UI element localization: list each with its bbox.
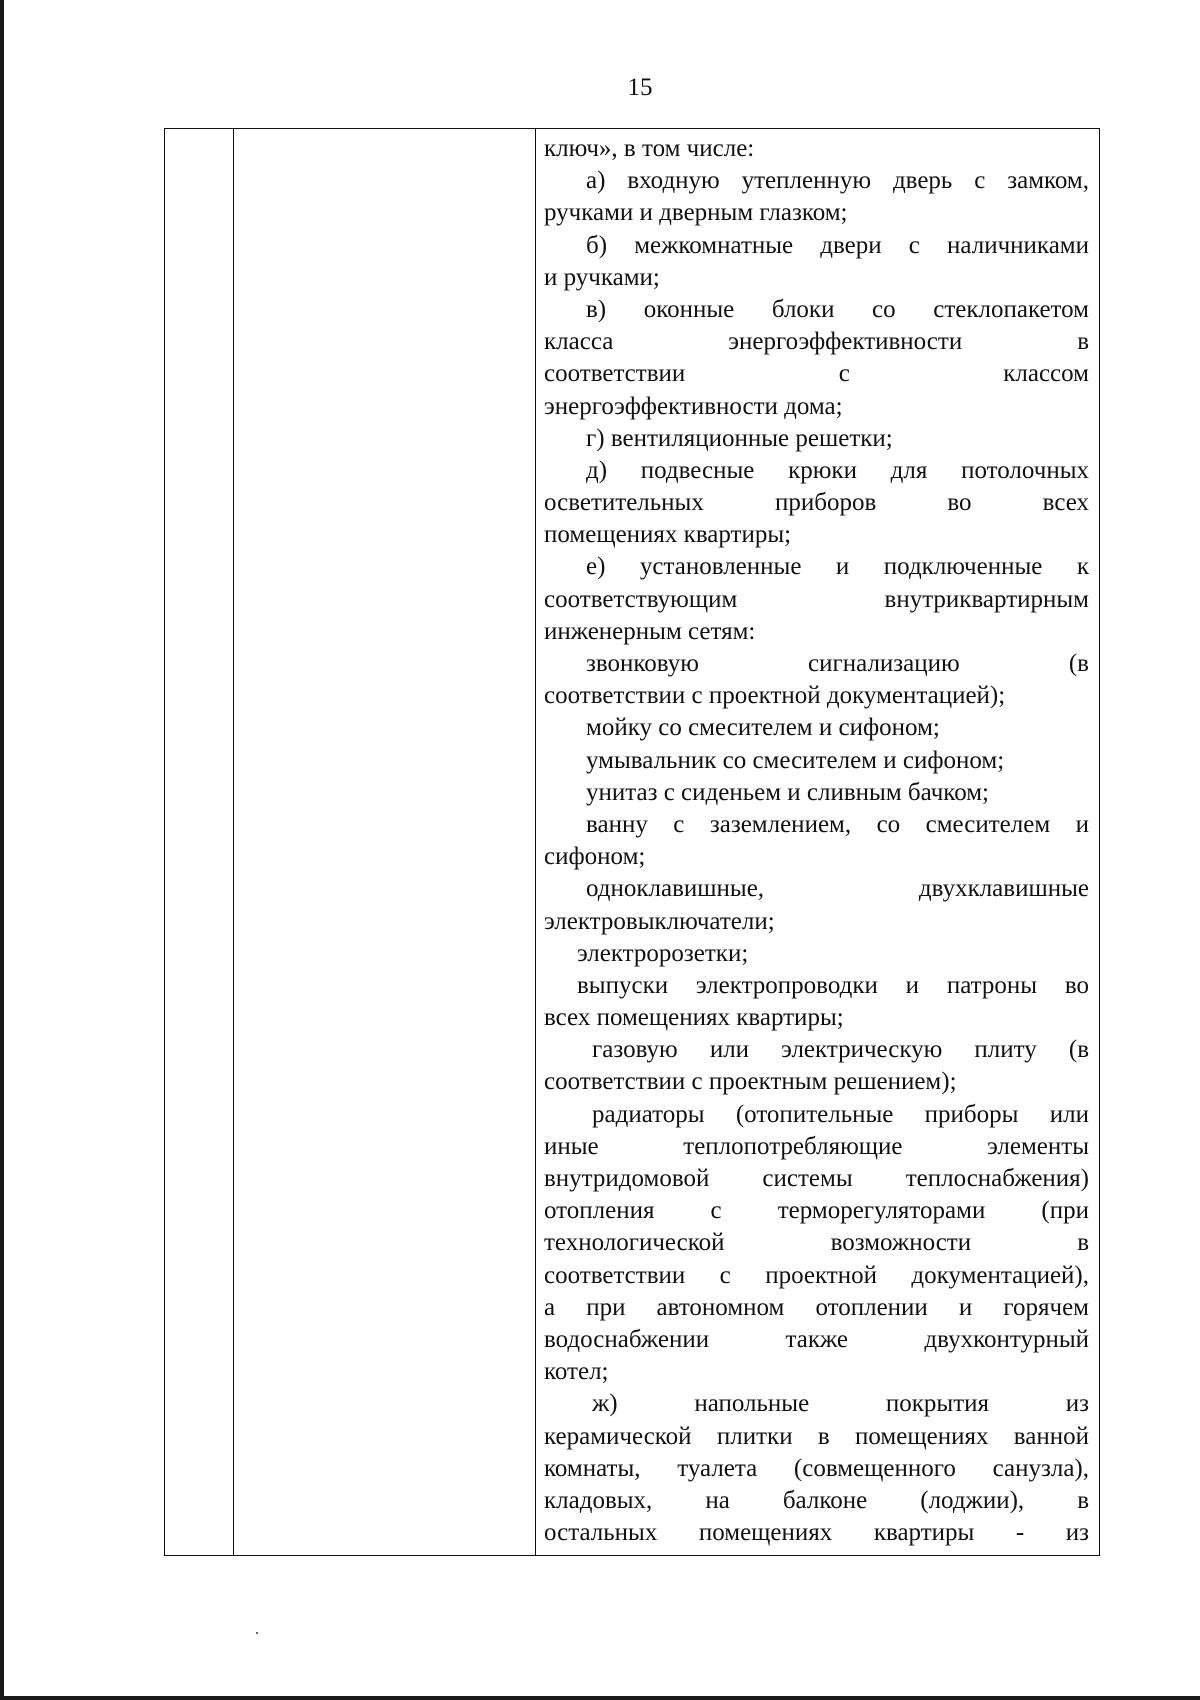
text-line: и ручками; [544,263,660,291]
text-line: кладовых, на балконе (лоджии), в [544,1486,1089,1514]
text-line: б) межкомнатные двери с наличниками [586,231,1089,259]
text-line: е) установленные и подключенные к [586,553,1089,581]
column-divider-1 [233,129,234,1555]
text-line: газовую или электрическую плиту (в [592,1036,1089,1064]
text-line: г) вентиляционные решетки; [586,424,893,452]
text-line: соответствии с проектной документацией); [544,682,1006,710]
text-line: осветительных приборов во всех [544,489,1089,517]
text-line: а) входную утепленную дверь с замком, [586,167,1089,195]
text-line: ж) напольные покрытия из [592,1390,1089,1418]
text-line: сифоном; [544,843,646,871]
text-line: ключ», в том числе: [544,135,755,162]
text-line: технологической возможности в [544,1229,1089,1257]
text-line: иные теплопотребляющие элементы [544,1132,1089,1160]
text-line: д) подвесные крюки для потолочных [586,456,1089,484]
text-line: ручками и дверным глазком; [544,199,848,227]
text-line: соответствии с проектной документацией), [544,1261,1089,1289]
text-line: внутридомовой системы теплоснабжения) [544,1165,1089,1192]
text-line: выпуски электропроводки и патроны во [577,971,1089,999]
text-line: а при автономном отоплении и горячем [544,1293,1089,1321]
text-line: умывальник со смесителем и сифоном; [586,746,1005,774]
text-line: электророзетки; [577,939,749,967]
document-table [164,128,1100,1556]
text-line: ванну с заземлением, со смесителем и [586,810,1089,838]
text-line: звонковую сигнализацию (в [586,650,1089,677]
text-line: остальных помещениях квартиры - из [544,1519,1089,1547]
text-line: унитаз с сиденьем и сливным бачком; [586,778,989,806]
scan-border-left [0,0,4,1700]
text-line: соответствии с классом [544,360,1089,388]
scan-speck [256,1632,258,1634]
text-line: котел; [544,1358,609,1386]
text-line: инженерным сетям: [544,617,756,645]
column-divider-2 [535,129,536,1555]
text-line: керамической плитки в помещениях ванной [544,1422,1089,1450]
text-line: электровыключатели; [544,907,775,935]
text-line: соответствующим внутриквартирным [544,585,1089,613]
text-line: отопления с терморегуляторами (при [544,1197,1089,1225]
page-number: 15 [627,74,653,101]
text-line: соответствии с проектным решением); [544,1068,957,1096]
text-line: одноклавишные, двухклавишные [586,875,1089,903]
text-line: всех помещениях квартиры; [544,1004,844,1032]
requirements-text-cell [544,133,1089,1549]
text-line: мойку со смесителем и сифоном; [586,714,940,742]
text-line: комнаты, туалета (совмещенного санузла), [544,1454,1089,1482]
text-line: водоснабжении также двухконтурный [544,1325,1089,1353]
text-line: класса энергоэффективности в [544,328,1089,356]
text-line: радиаторы (отопительные приборы или [592,1100,1089,1128]
text-line: в) оконные блоки со стеклопакетом [586,295,1089,323]
text-line: энергоэффективности дома; [544,392,843,420]
text-line: помещениях квартиры; [544,521,792,549]
scan-border-bottom [0,1696,1200,1700]
